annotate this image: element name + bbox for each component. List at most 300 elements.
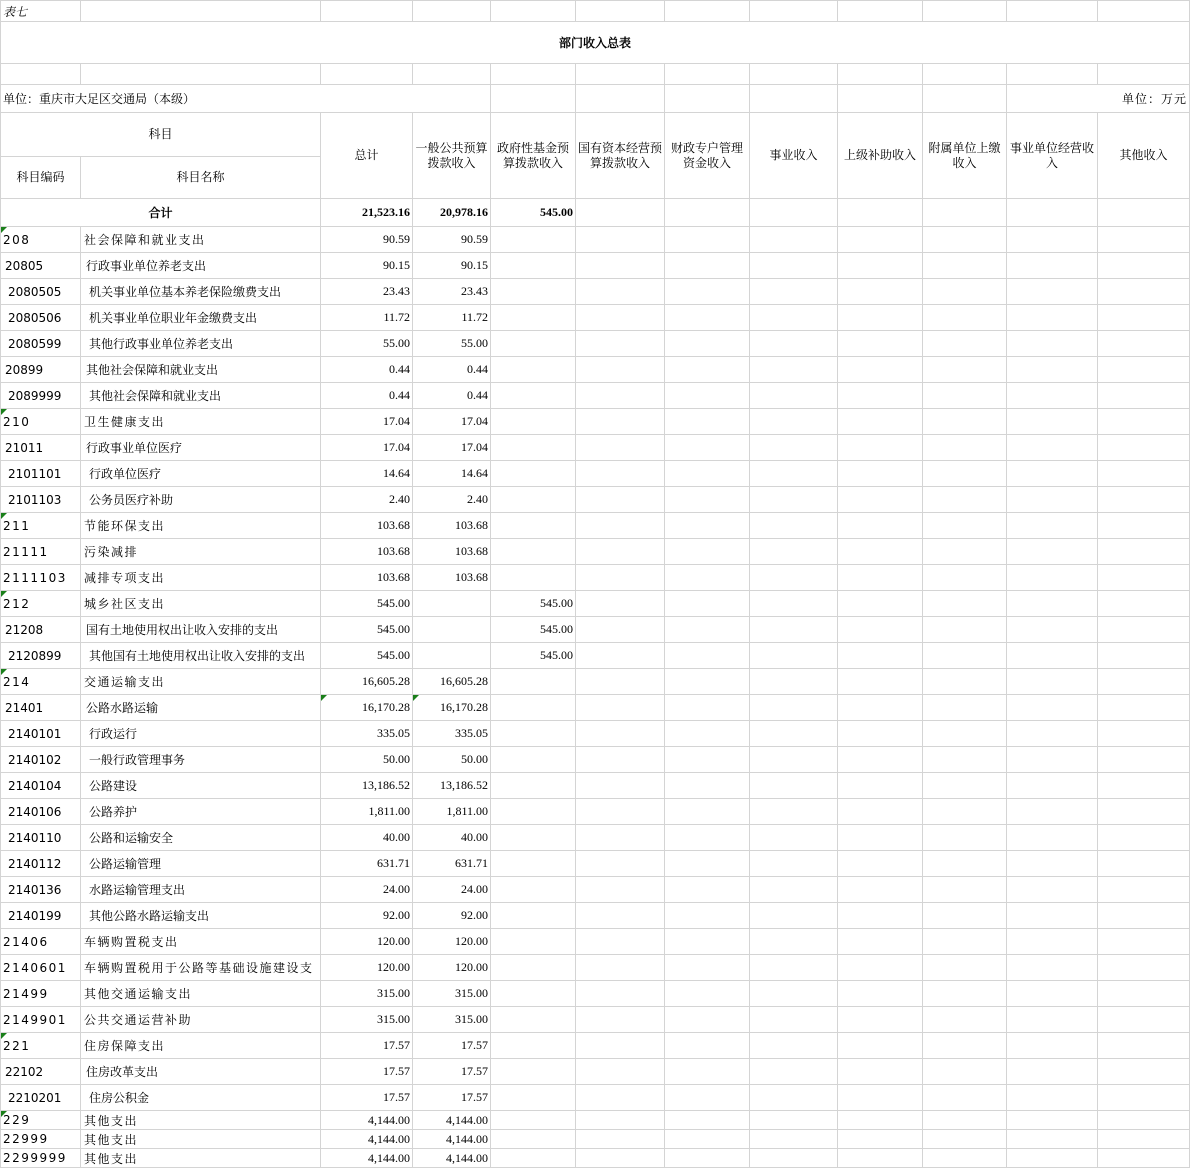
cell-general[interactable]: 92.00 (413, 903, 491, 929)
cell-empty[interactable] (1098, 279, 1190, 305)
cell-empty[interactable] (923, 1111, 1007, 1130)
header-operating[interactable]: 事业单位经营收入 (1007, 113, 1098, 199)
cell-total[interactable]: 631.71 (321, 851, 413, 877)
cell-empty[interactable] (1098, 513, 1190, 539)
cell-empty[interactable] (576, 305, 665, 331)
cell-empty[interactable] (1098, 669, 1190, 695)
cell-empty[interactable] (1098, 305, 1190, 331)
cell-empty[interactable] (923, 383, 1007, 409)
cell-empty[interactable] (838, 487, 923, 513)
cell-empty[interactable] (1098, 955, 1190, 981)
cell-code[interactable]: 208 (1, 227, 81, 253)
cell-empty[interactable] (1098, 695, 1190, 721)
cell-empty[interactable] (576, 825, 665, 851)
cell-fund[interactable] (491, 305, 576, 331)
cell-empty[interactable] (750, 877, 838, 903)
cell-empty[interactable] (750, 981, 838, 1007)
cell-empty[interactable] (750, 825, 838, 851)
cell-total[interactable]: 103.68 (321, 513, 413, 539)
cell-empty[interactable] (665, 1007, 750, 1033)
cell-empty[interactable] (665, 773, 750, 799)
cell-fund[interactable]: 545.00 (491, 591, 576, 617)
cell-empty[interactable] (750, 331, 838, 357)
cell-empty[interactable] (1098, 851, 1190, 877)
cell-total[interactable]: 545.00 (321, 643, 413, 669)
cell-empty[interactable] (750, 357, 838, 383)
cell-empty[interactable] (923, 1033, 1007, 1059)
cell-fund[interactable] (491, 1130, 576, 1149)
cell-fund[interactable] (491, 721, 576, 747)
cell-total[interactable]: 4,144.00 (321, 1111, 413, 1130)
cell-empty[interactable] (838, 513, 923, 539)
cell-code[interactable]: 2140102 (1, 747, 81, 773)
cell-empty[interactable] (750, 1111, 838, 1130)
cell-empty[interactable] (665, 981, 750, 1007)
header-business-income[interactable]: 事业收入 (750, 113, 838, 199)
cell-name[interactable]: 行政单位医疗 (81, 461, 321, 487)
cell-empty[interactable] (1098, 825, 1190, 851)
cell-empty[interactable] (750, 461, 838, 487)
cell-name[interactable]: 公务员医疗补助 (81, 487, 321, 513)
cell-empty[interactable] (923, 331, 1007, 357)
cell-general[interactable]: 50.00 (413, 747, 491, 773)
cell-code[interactable]: 2140101 (1, 721, 81, 747)
cell-code[interactable]: 21011 (1, 435, 81, 461)
cell-general[interactable]: 14.64 (413, 461, 491, 487)
cell-general[interactable]: 2.40 (413, 487, 491, 513)
header-superior-subsidy[interactable]: 上级补助收入 (838, 113, 923, 199)
cell-name[interactable]: 公路建设 (81, 773, 321, 799)
cell-name[interactable]: 公共交通运营补助 (81, 1007, 321, 1033)
cell-name[interactable]: 其他社会保障和就业支出 (81, 357, 321, 383)
cell-empty[interactable] (750, 1059, 838, 1085)
cell-empty[interactable] (750, 435, 838, 461)
cell-fund[interactable] (491, 877, 576, 903)
cell-total[interactable]: 90.15 (321, 253, 413, 279)
cell-fund[interactable] (491, 513, 576, 539)
cell-empty[interactable] (576, 565, 665, 591)
cell-general[interactable] (413, 643, 491, 669)
cell-empty[interactable] (923, 903, 1007, 929)
cell-empty[interactable] (838, 773, 923, 799)
cell-empty[interactable] (838, 253, 923, 279)
cell-code[interactable]: 2210201 (1, 1085, 81, 1111)
cell-total[interactable]: 92.00 (321, 903, 413, 929)
cell-empty[interactable] (750, 305, 838, 331)
cell-name[interactable]: 减排专项支出 (81, 565, 321, 591)
cell-empty[interactable] (576, 851, 665, 877)
cell-code[interactable]: 2140110 (1, 825, 81, 851)
cell-fund[interactable] (491, 461, 576, 487)
cell-empty[interactable] (1007, 227, 1098, 253)
cell-general[interactable]: 17.57 (413, 1033, 491, 1059)
cell-total[interactable]: 16,605.28 (321, 669, 413, 695)
cell-empty[interactable] (1007, 487, 1098, 513)
header-fund-budget[interactable]: 政府性基金预算拨款收入 (491, 113, 576, 199)
cell-empty[interactable] (838, 721, 923, 747)
cell-empty[interactable] (665, 487, 750, 513)
cell-general[interactable]: 90.15 (413, 253, 491, 279)
cell-fund[interactable] (491, 955, 576, 981)
header-special-fund[interactable]: 财政专户管理资金收入 (665, 113, 750, 199)
cell-empty[interactable] (1098, 721, 1190, 747)
cell-empty[interactable] (923, 981, 1007, 1007)
cell-general[interactable]: 4,144.00 (413, 1130, 491, 1149)
cell-empty[interactable] (1098, 461, 1190, 487)
cell-empty[interactable] (665, 357, 750, 383)
cell-code[interactable]: 2101103 (1, 487, 81, 513)
cell-code[interactable]: 2089999 (1, 383, 81, 409)
cell-empty[interactable] (838, 1059, 923, 1085)
cell-empty[interactable] (750, 383, 838, 409)
cell-empty[interactable] (750, 721, 838, 747)
cell-empty[interactable] (750, 253, 838, 279)
cell-empty[interactable] (923, 305, 1007, 331)
cell-fund[interactable] (491, 1111, 576, 1130)
cell-empty[interactable] (576, 747, 665, 773)
cell-empty[interactable] (1007, 1111, 1098, 1130)
cell-empty[interactable] (1098, 747, 1190, 773)
cell-total[interactable]: 335.05 (321, 721, 413, 747)
cell-general[interactable]: 16,605.28 (413, 669, 491, 695)
header-name[interactable]: 科目名称 (81, 157, 321, 199)
cell-empty[interactable] (1007, 357, 1098, 383)
cell-code[interactable]: 2140106 (1, 799, 81, 825)
cell-empty[interactable] (1098, 539, 1190, 565)
cell-name[interactable]: 污染减排 (81, 539, 321, 565)
cell-fund[interactable]: 545.00 (491, 643, 576, 669)
cell-name[interactable]: 城乡社区支出 (81, 591, 321, 617)
cell-fund[interactable] (491, 773, 576, 799)
cell-empty[interactable] (923, 929, 1007, 955)
cell-empty[interactable] (838, 1007, 923, 1033)
cell-empty[interactable] (665, 721, 750, 747)
cell-empty[interactable] (665, 513, 750, 539)
cell-empty[interactable] (923, 1007, 1007, 1033)
cell-empty[interactable] (838, 1111, 923, 1130)
cell-empty[interactable] (923, 1085, 1007, 1111)
cell-empty[interactable] (1007, 409, 1098, 435)
cell-empty[interactable] (750, 1130, 838, 1149)
cell-name[interactable]: 其他支出 (81, 1130, 321, 1149)
cell-total[interactable]: 0.44 (321, 357, 413, 383)
cell-empty[interactable] (923, 643, 1007, 669)
cell-empty[interactable] (576, 981, 665, 1007)
cell-fund[interactable] (491, 565, 576, 591)
cell-general[interactable]: 90.59 (413, 227, 491, 253)
cell-empty[interactable] (576, 1130, 665, 1149)
cell-empty[interactable] (665, 929, 750, 955)
cell-empty[interactable] (1098, 383, 1190, 409)
cell-general[interactable]: 103.68 (413, 539, 491, 565)
cell-empty[interactable] (1098, 487, 1190, 513)
cell-empty[interactable] (1007, 799, 1098, 825)
cell-empty[interactable] (923, 565, 1007, 591)
cell-empty[interactable] (1007, 591, 1098, 617)
cell-empty[interactable] (576, 513, 665, 539)
cell-empty[interactable] (923, 799, 1007, 825)
cell-empty[interactable] (665, 461, 750, 487)
cell-empty[interactable] (665, 409, 750, 435)
cell-total[interactable]: 315.00 (321, 981, 413, 1007)
cell-general[interactable]: 16,170.28 (413, 695, 491, 721)
cell-empty[interactable] (576, 721, 665, 747)
cell-empty[interactable] (1007, 903, 1098, 929)
cell-empty[interactable] (1098, 1085, 1190, 1111)
cell-general[interactable]: 0.44 (413, 383, 491, 409)
unit-department[interactable]: 单位：重庆市大足区交通局（本级） (1, 85, 491, 113)
cell-empty[interactable] (838, 1149, 923, 1168)
cell-empty[interactable] (838, 357, 923, 383)
cell-total[interactable]: 4,144.00 (321, 1130, 413, 1149)
cell-empty[interactable] (838, 565, 923, 591)
cell-name[interactable]: 机关事业单位基本养老保险缴费支出 (81, 279, 321, 305)
cell-code[interactable]: 2140199 (1, 903, 81, 929)
cell-empty[interactable] (923, 747, 1007, 773)
cell-empty[interactable] (1007, 773, 1098, 799)
cell-empty[interactable] (1098, 1149, 1190, 1168)
cell-empty[interactable] (923, 539, 1007, 565)
cell-general[interactable]: 103.68 (413, 513, 491, 539)
cell-empty[interactable] (838, 409, 923, 435)
cell-code[interactable]: 22102 (1, 1059, 81, 1085)
cell-empty[interactable] (838, 305, 923, 331)
cell-fund[interactable] (491, 747, 576, 773)
cell-name[interactable]: 一般行政管理事务 (81, 747, 321, 773)
cell-empty[interactable] (838, 1130, 923, 1149)
unit-currency[interactable]: 单位：万元 (1007, 85, 1190, 113)
cell-name[interactable]: 公路和运输安全 (81, 825, 321, 851)
cell-empty[interactable] (665, 435, 750, 461)
cell-empty[interactable] (923, 461, 1007, 487)
cell-empty[interactable] (923, 591, 1007, 617)
cell-empty[interactable] (750, 929, 838, 955)
cell-empty[interactable] (1007, 305, 1098, 331)
cell-empty[interactable] (576, 253, 665, 279)
cell-empty[interactable] (1098, 1111, 1190, 1130)
cell-empty[interactable] (576, 357, 665, 383)
cell-name[interactable]: 卫生健康支出 (81, 409, 321, 435)
cell-total[interactable]: 103.68 (321, 565, 413, 591)
cell-empty[interactable] (1007, 279, 1098, 305)
cell-total[interactable]: 103.68 (321, 539, 413, 565)
cell-fund[interactable] (491, 1149, 576, 1168)
cell-empty[interactable] (1098, 1033, 1190, 1059)
cell-empty[interactable] (838, 695, 923, 721)
cell-general[interactable]: 23.43 (413, 279, 491, 305)
cell-empty[interactable] (838, 591, 923, 617)
cell-total[interactable]: 1,811.00 (321, 799, 413, 825)
cell-empty[interactable] (1007, 383, 1098, 409)
cell-empty[interactable] (1007, 1033, 1098, 1059)
cell-general[interactable]: 315.00 (413, 981, 491, 1007)
header-total[interactable]: 总计 (321, 113, 413, 199)
cell-empty[interactable] (576, 461, 665, 487)
cell-empty[interactable] (576, 955, 665, 981)
cell-code[interactable]: 2140601 (1, 955, 81, 981)
cell-empty[interactable] (750, 279, 838, 305)
cell-empty[interactable] (665, 383, 750, 409)
cell-general[interactable]: 0.44 (413, 357, 491, 383)
cell-empty[interactable] (576, 1149, 665, 1168)
cell-empty[interactable] (838, 1033, 923, 1059)
cell-empty[interactable] (923, 227, 1007, 253)
cell-empty[interactable] (750, 409, 838, 435)
cell-total[interactable]: 13,186.52 (321, 773, 413, 799)
cell-empty[interactable] (923, 1059, 1007, 1085)
cell-total[interactable]: 120.00 (321, 955, 413, 981)
cell-empty[interactable] (665, 305, 750, 331)
cell-general[interactable]: 17.04 (413, 435, 491, 461)
cell-total[interactable]: 17.04 (321, 409, 413, 435)
cell-empty[interactable] (576, 695, 665, 721)
cell-code[interactable]: 2101101 (1, 461, 81, 487)
cell-fund[interactable] (491, 851, 576, 877)
cell-total[interactable]: 545.00 (321, 591, 413, 617)
cell-general[interactable]: 103.68 (413, 565, 491, 591)
cell-empty[interactable] (665, 851, 750, 877)
cell-code[interactable]: 2080506 (1, 305, 81, 331)
cell-general[interactable] (413, 591, 491, 617)
cell-empty[interactable] (1098, 331, 1190, 357)
cell-general[interactable]: 120.00 (413, 929, 491, 955)
cell-general[interactable]: 120.00 (413, 955, 491, 981)
cell-empty[interactable] (1007, 617, 1098, 643)
cell-name[interactable]: 车辆购置税支出 (81, 929, 321, 955)
cell-name[interactable]: 行政事业单位医疗 (81, 435, 321, 461)
cell-empty[interactable] (750, 695, 838, 721)
cell-empty[interactable] (576, 1111, 665, 1130)
cell-empty[interactable] (838, 227, 923, 253)
cell-empty[interactable] (1007, 565, 1098, 591)
cell-general[interactable]: 24.00 (413, 877, 491, 903)
cell-empty[interactable] (838, 539, 923, 565)
cell-empty[interactable] (1007, 825, 1098, 851)
cell-code[interactable]: 21401 (1, 695, 81, 721)
cell-empty[interactable] (838, 643, 923, 669)
cell-name[interactable]: 机关事业单位职业年金缴费支出 (81, 305, 321, 331)
cell-empty[interactable] (750, 1085, 838, 1111)
cell-total[interactable]: 23.43 (321, 279, 413, 305)
cell-total[interactable]: 17.57 (321, 1033, 413, 1059)
cell-empty[interactable] (1007, 1085, 1098, 1111)
cell-code[interactable]: 214 (1, 669, 81, 695)
cell-empty[interactable] (665, 253, 750, 279)
cell-general[interactable]: 17.57 (413, 1059, 491, 1085)
cell-empty[interactable] (923, 253, 1007, 279)
cell-empty[interactable] (1007, 1149, 1098, 1168)
cell-code[interactable]: 212 (1, 591, 81, 617)
cell-empty[interactable] (576, 773, 665, 799)
cell-total[interactable]: 16,170.28 (321, 695, 413, 721)
cell-total[interactable]: 17.04 (321, 435, 413, 461)
cell-empty[interactable] (665, 903, 750, 929)
cell-empty[interactable] (838, 929, 923, 955)
cell-code[interactable]: 229 (1, 1111, 81, 1130)
header-code[interactable]: 科目编码 (1, 157, 81, 199)
cell-empty[interactable] (665, 279, 750, 305)
cell-empty[interactable] (576, 539, 665, 565)
cell-empty[interactable] (1007, 539, 1098, 565)
cell-empty[interactable] (1098, 1130, 1190, 1149)
cell-empty[interactable] (665, 227, 750, 253)
cell-fund[interactable] (491, 1007, 576, 1033)
cell-fund[interactable] (491, 1033, 576, 1059)
cell-empty[interactable] (750, 1007, 838, 1033)
cell-code[interactable]: 2080599 (1, 331, 81, 357)
cell-name[interactable]: 公路养护 (81, 799, 321, 825)
cell-general[interactable]: 17.04 (413, 409, 491, 435)
cell-empty[interactable] (923, 617, 1007, 643)
cell-empty[interactable] (838, 617, 923, 643)
cell-total[interactable]: 17.57 (321, 1059, 413, 1085)
sheet-tag[interactable]: 表七 (1, 1, 81, 22)
cell-general[interactable]: 40.00 (413, 825, 491, 851)
cell-empty[interactable] (665, 617, 750, 643)
cell-empty[interactable] (1007, 461, 1098, 487)
cell-name[interactable]: 行政运行 (81, 721, 321, 747)
cell-code[interactable]: 2299999 (1, 1149, 81, 1168)
cell-empty[interactable] (1098, 1007, 1190, 1033)
cell-empty[interactable] (923, 1130, 1007, 1149)
cell-name[interactable]: 其他支出 (81, 1111, 321, 1130)
header-affiliated[interactable]: 附属单位上缴收入 (923, 113, 1007, 199)
cell-name[interactable]: 国有土地使用权出让收入安排的支出 (81, 617, 321, 643)
cell-empty[interactable] (576, 903, 665, 929)
cell-general[interactable]: 4,144.00 (413, 1111, 491, 1130)
cell-empty[interactable] (576, 929, 665, 955)
cell-name[interactable]: 其他国有土地使用权出让收入安排的支出 (81, 643, 321, 669)
cell-fund[interactable] (491, 903, 576, 929)
cell-name[interactable]: 其他交通运输支出 (81, 981, 321, 1007)
totals-label[interactable]: 合计 (1, 199, 321, 227)
cell-empty[interactable] (1007, 435, 1098, 461)
cell-empty[interactable] (665, 747, 750, 773)
cell-empty[interactable] (838, 669, 923, 695)
cell-total[interactable]: 40.00 (321, 825, 413, 851)
cell-empty[interactable] (1098, 227, 1190, 253)
cell-empty[interactable] (1007, 253, 1098, 279)
cell-empty[interactable] (1098, 903, 1190, 929)
cell-general[interactable]: 11.72 (413, 305, 491, 331)
cell-name[interactable]: 其他支出 (81, 1149, 321, 1168)
cell-empty[interactable] (1098, 1059, 1190, 1085)
cell-empty[interactable] (838, 955, 923, 981)
cell-empty[interactable] (576, 487, 665, 513)
cell-empty[interactable] (750, 227, 838, 253)
cell-empty[interactable] (923, 851, 1007, 877)
cell-fund[interactable] (491, 435, 576, 461)
cell-empty[interactable] (576, 227, 665, 253)
cell-empty[interactable] (576, 669, 665, 695)
cell-code[interactable]: 211 (1, 513, 81, 539)
cell-empty[interactable] (750, 1033, 838, 1059)
cell-general[interactable]: 55.00 (413, 331, 491, 357)
cell-total[interactable]: 55.00 (321, 331, 413, 357)
cell-empty[interactable] (923, 721, 1007, 747)
cell-empty[interactable] (1098, 929, 1190, 955)
cell-empty[interactable] (1098, 981, 1190, 1007)
cell-empty[interactable] (1098, 643, 1190, 669)
cell-name[interactable]: 住房改革支出 (81, 1059, 321, 1085)
cell-empty[interactable] (750, 851, 838, 877)
cell-empty[interactable] (576, 435, 665, 461)
cell-empty[interactable] (1098, 799, 1190, 825)
cell-empty[interactable] (923, 825, 1007, 851)
cell-empty[interactable] (1098, 877, 1190, 903)
cell-total[interactable]: 17.57 (321, 1085, 413, 1111)
cell-name[interactable]: 交通运输支出 (81, 669, 321, 695)
